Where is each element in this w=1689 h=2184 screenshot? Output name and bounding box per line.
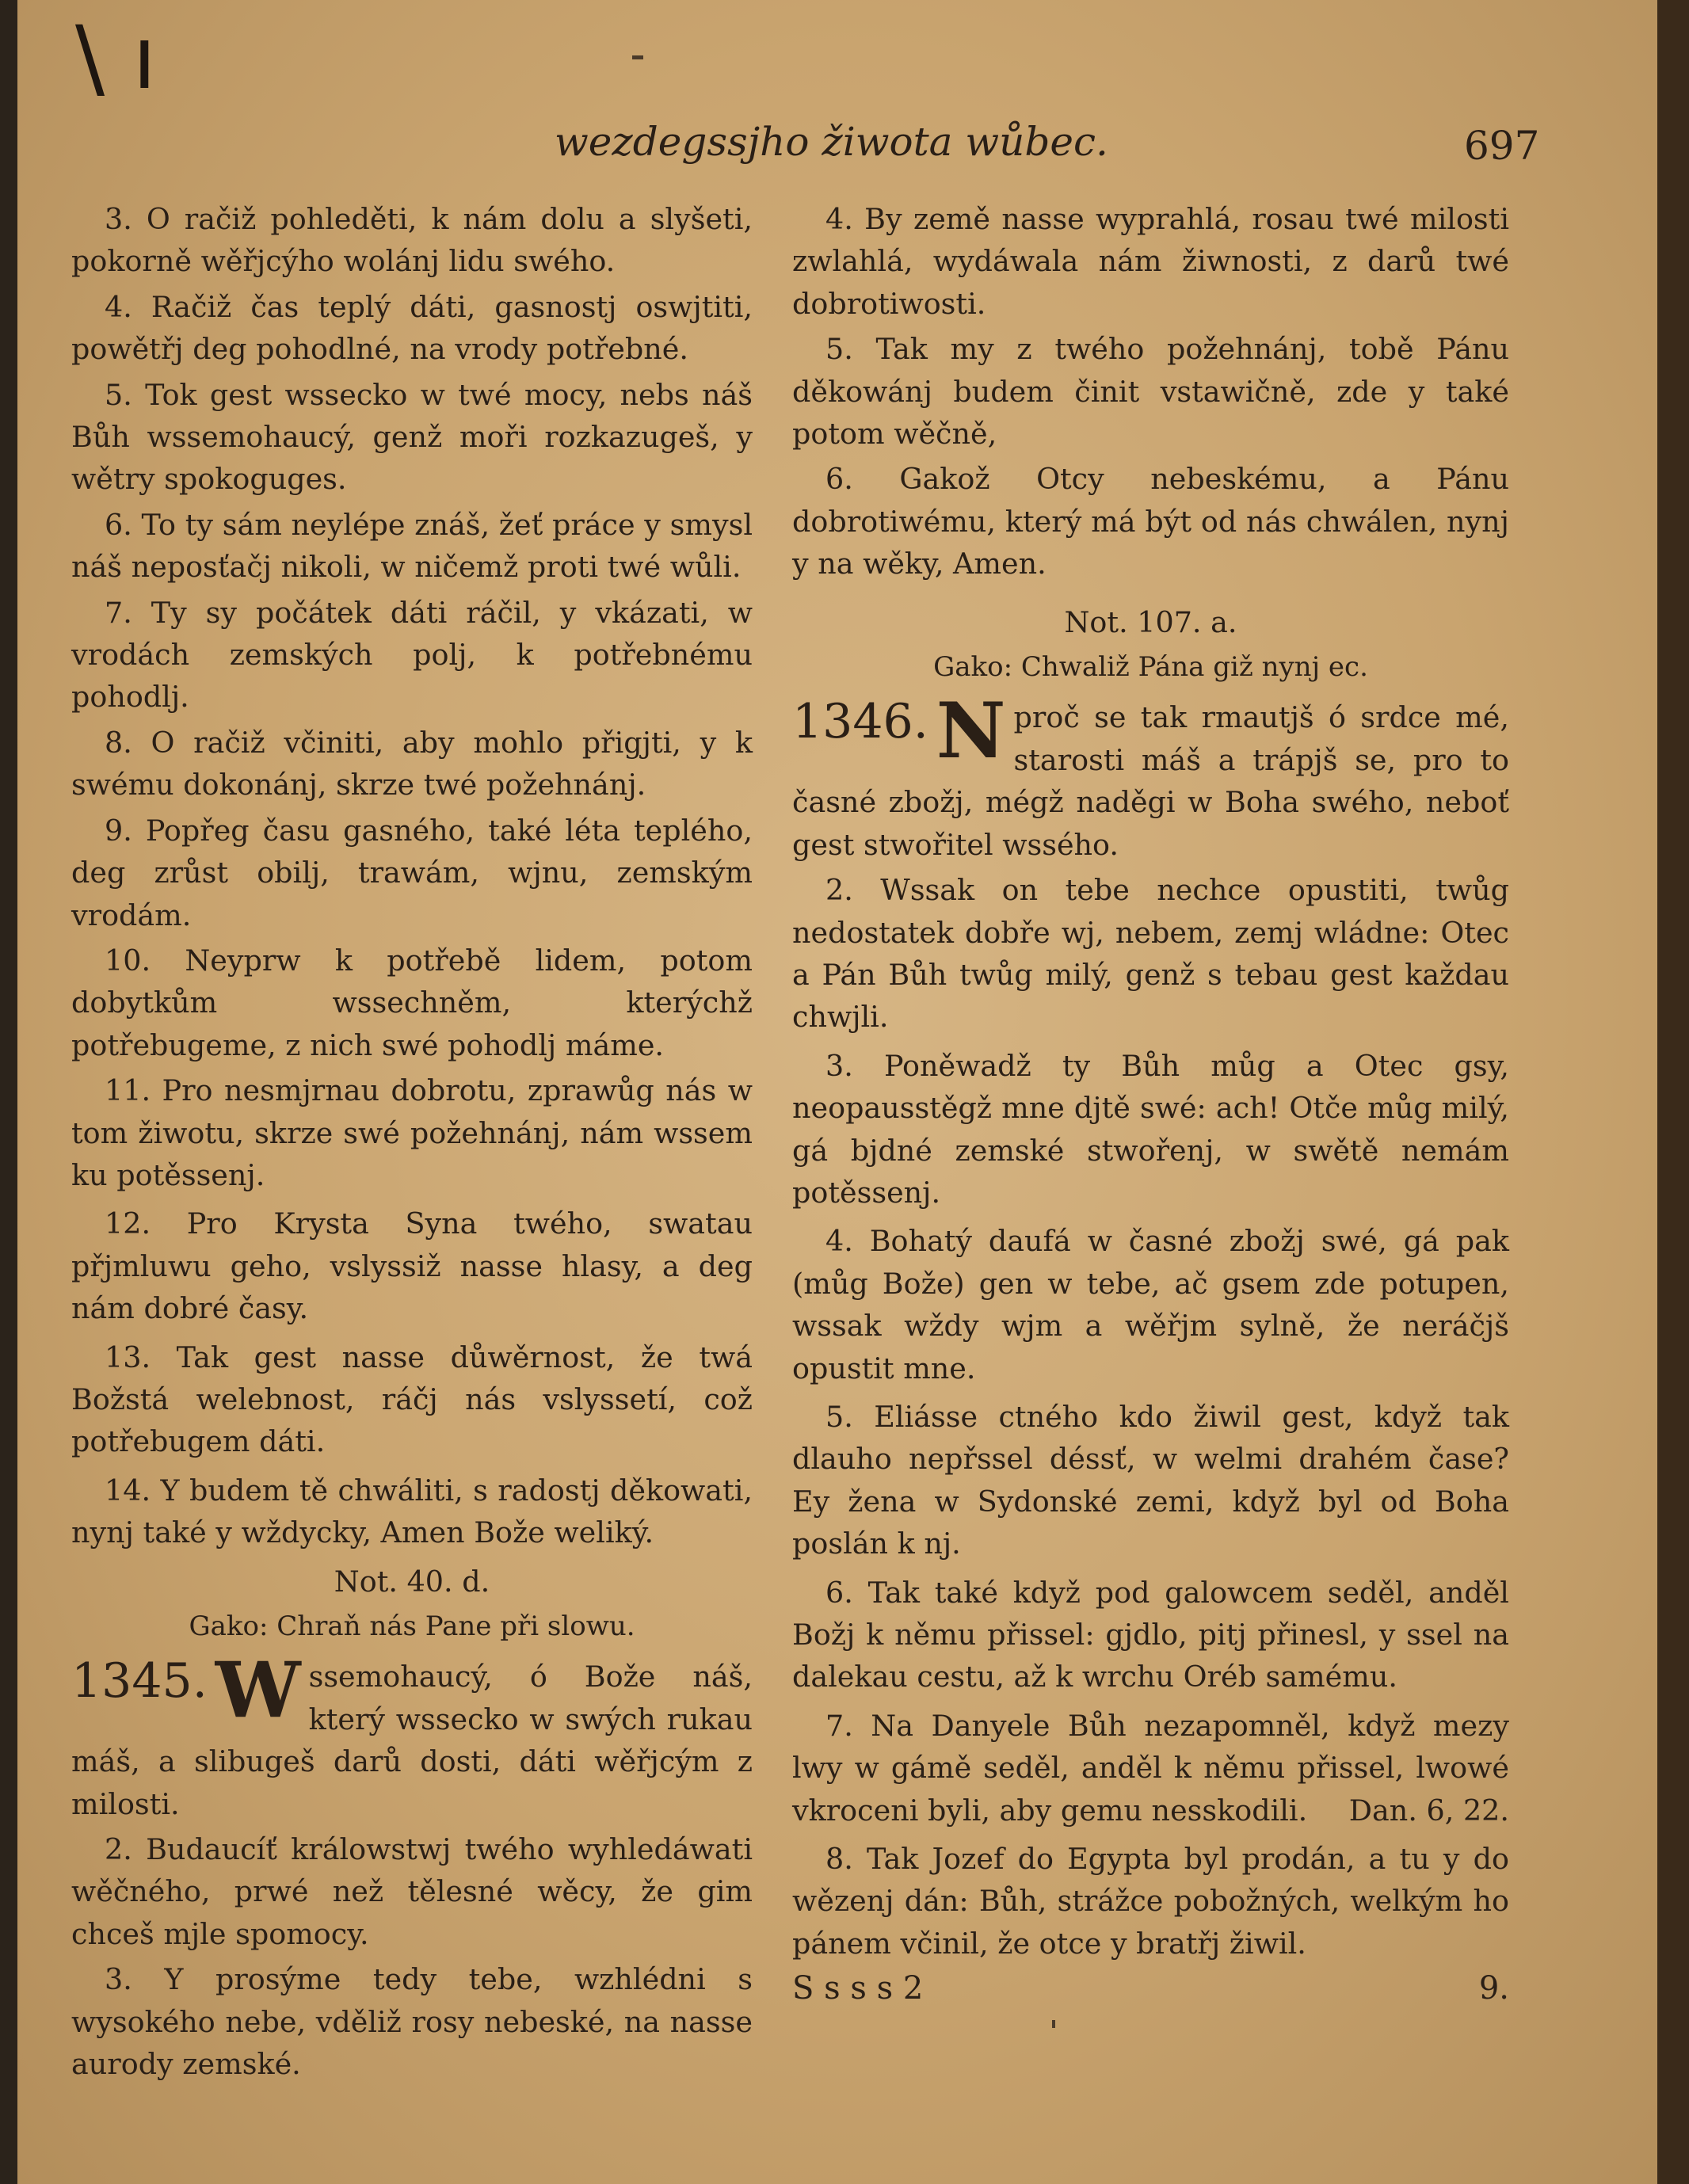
hymn-number: 1346. — [792, 694, 928, 750]
verse-text: 7. Na Danyele Bůh nezapomněl, když mezy lwy w gámě seděl, anděl k němu přissel, lwowé vkroceni byli, aby gemu nesskodili. — [792, 1708, 1509, 1828]
verse: 6. Tak také když pod galowcem seděl, anděl Božj k němu přissel: gjdlo, pitj přinesl, y ssel na dalekau cestu, až k wrchu Oréb samému. — [792, 1575, 1509, 1694]
verse: 4. By země nasse wyprahlá, rosau twé milosti zwlahlá, wydáwala nám žiwnosti, z darů twé dobrotiwosti. — [792, 202, 1509, 321]
verse: 2. Budaucíť králowstwj twého wyhledáwati wěčného, prwé než tělesné wěcy, že gim chceš mjle spomocy. — [71, 1832, 753, 1951]
verse: 5. Tak my z twého požehnánj, tobě Pánu děkowánj budem činit vstawičně, zde y také potom wěčně, — [792, 332, 1509, 452]
page-right-edge — [1657, 0, 1689, 2184]
top-mark — [632, 55, 643, 59]
section-heading: Not. 40. d. — [334, 1564, 490, 1599]
verse: 14. Y budem tě chwáliti, s radostj děkowati, nynj také y wždycky, Amen Bože weliký. — [71, 1473, 753, 1550]
drop-cap: W — [215, 1645, 301, 1736]
melody-line: Gako: Chraň nás Pane při slowu. — [189, 1610, 635, 1642]
verse: 4. Račiž čas teplý dáti, gasnostj oswjtiti, powětřj deg pohodlné, na vrody potřebné. — [71, 289, 753, 367]
verse: 3. O račiž pohleděti, k nám dolu a slyšeti, pokorně wěřjcýho wolánj lidu swého. — [71, 202, 753, 279]
hymn-1345 — [71, 1645, 753, 1825]
hymn-number: 1345. — [71, 1653, 208, 1709]
verse: 6. To ty sám neylépe znáš, žeť práce y smysl náš neposťačj nikoli, w ničemž proti twé wůli. — [71, 507, 753, 585]
bottom-mark — [1052, 2020, 1055, 2028]
verse: 11. Pro nesmjrnau dobrotu, zprawůg nás w tom žiwotu, skrze swé požehnánj, nám wssem ku potěssenj. — [71, 1073, 753, 1192]
verse — [792, 1705, 1509, 1831]
signature-row — [792, 1968, 1509, 2010]
running-title: wezdegssjho žiwota wůbec. — [555, 119, 1108, 165]
margin-pencil-mark: \ ı — [75, 7, 157, 109]
verse: 6. Gakož Otcy nebeskému, a Pánu dobrotiwému, který má být od nás chwálen, nynj y na wěky, Amen. — [792, 462, 1509, 581]
verse: 7. Ty sy počátek dáti ráčil, y vkázati, w vrodách zemských polj, k potřebnému pohodlj. — [71, 595, 753, 715]
right-column — [792, 198, 1509, 2011]
hymn-1346 — [792, 686, 1509, 866]
hymn-first-verse: proč se tak rmautjš ó srdce mé, starosti máš a trápjš se, pro to časné zbožj, mégž naděgi w Boha swého, neboť gest stwořitel wssého. — [792, 700, 1509, 862]
verse: 3. Poněwadž ty Bůh můg a Otec gsy, neopausstěgž mne djtě swé: ach! Otče můg milý, gá bjdné zemské stwořenj, w swětě nemám potěssenj. — [792, 1048, 1509, 1210]
verse: 2. Wssak on tebe nechce opustiti, twůg nedostatek dobře wj, nebem, zemj wládne: Otec a Pán Bůh twůg milý, genž s tebau gest každau chwjli. — [792, 873, 1509, 1035]
scripture-reference: Dan. 6, 22. — [1348, 1793, 1509, 1828]
verse: 10. Neyprw k potřebě lidem, potom dobytkům wssechněm, kterýchž potřebugeme, z nich swé pohodlj máme. — [71, 943, 753, 1062]
verse: 5. Eliásse ctného kdo žiwil gest, když tak dlauho nepřssel déssť, w welmi drahém čase? Ey žena w Sydonské zemi, když byl od Boha poslán k nj. — [792, 1399, 1509, 1561]
page-number: 697 — [1464, 123, 1540, 169]
verse: 3. Y prosýme tedy tebe, wzhlédni s wysokého nebe, vděliž rosy nebeské, na nasse aurody zemské. — [71, 1962, 753, 2082]
verse: 4. Bohatý daufá w časné zbožj swé, gá pak (můg Bože) gen w tebe, ač gsem zde potupen, wssak wždy wjm a wěřjm sylně, že neráčjš opustit mne. — [792, 1224, 1509, 1385]
verse: 5. Tok gest wssecko w twé mocy, nebs náš Bůh wssemohaucý, genž moři rozkazugeš, y wětry spokoguges. — [71, 377, 753, 497]
verse: 9. Popřeg času gasného, také léta teplého, deg zrůst obilj, trawám, wjnu, zemským vrodám. — [71, 813, 753, 932]
verse: 8. Tak Jozef do Egypta byl prodán, a tu y do wězenj dán: Bůh, strážce pobožných, welkým ho pánem včinil, že otce y bratřj žiwil. — [792, 1842, 1509, 1961]
signature-mark: S s s s 2 — [792, 1970, 924, 2007]
melody-line: Gako: Chwaliž Pána giž nynj ec. — [933, 651, 1368, 684]
verse: 8. O račiž včiniti, aby mohlo přigjti, y k swému dokonánj, skrze twé požehnánj. — [71, 725, 753, 802]
hymn-first-verse: ssemohaucý, ó Bože náš, který wssecko w swých rukau máš, a slibugeš darů dosti, dáti wěřjcým z milosti. — [71, 1660, 753, 1821]
left-column — [71, 198, 753, 2088]
verse: 13. Tak gest nasse důwěrnost, že twá Božstá welebnost, ráčj nás vslyssetí, což potřebugem dáti. — [71, 1340, 753, 1459]
page-binding-edge — [0, 0, 17, 2184]
drop-cap: N — [936, 686, 1006, 776]
verse: 12. Pro Krysta Syna twého, swatau přjmluwu geho, vslyssiž nasse hlasy, a deg nám dobré časy. — [71, 1206, 753, 1326]
catchword: 9. — [1478, 1970, 1509, 2007]
section-heading: Not. 107. a. — [1064, 604, 1237, 639]
